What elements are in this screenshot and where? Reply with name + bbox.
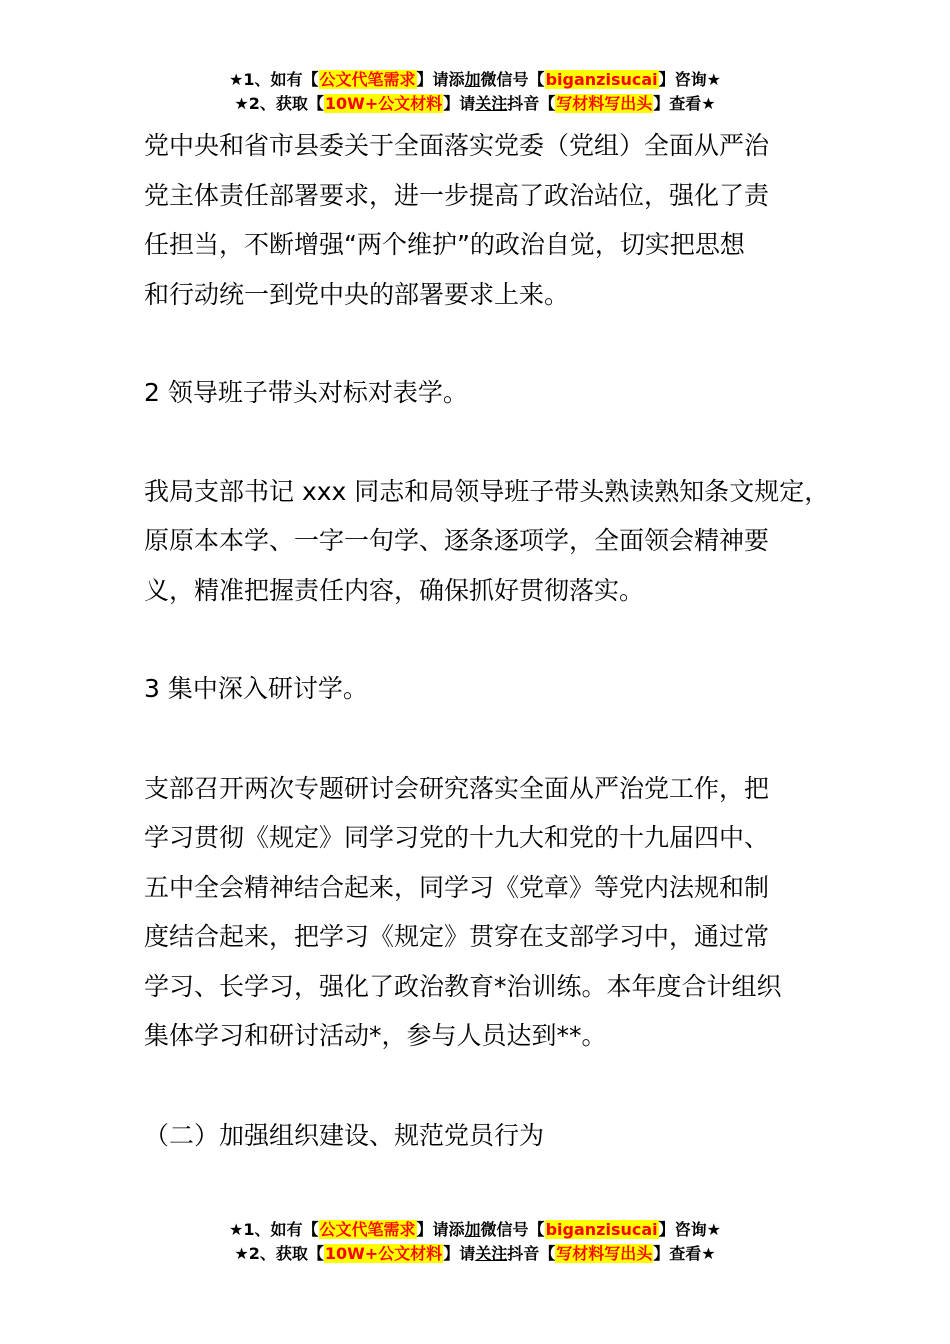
footer-banner xyxy=(0,1218,950,1266)
header-banner xyxy=(0,68,950,116)
banner-line-1: ★1、如有【公文代笔需求】请添加微信号【biganzisucai】咨询★ xyxy=(229,1220,721,1239)
subheading-2: 2 领导班子带头对标对表学。 xyxy=(144,378,468,407)
banner-line-2: ★2、获取【10W+公文材料】请关注抖音【写材料写出头】查看★ xyxy=(234,1244,716,1263)
banner-line-1: ★1、如有【公文代笔需求】请添加微信号【biganzisucai】咨询★ xyxy=(229,70,721,89)
paragraph-3: 支部召开两次专题研讨会研究落实全面从严治党工作，把 学习贯彻《规定》同学习党的十九大和党的十九届四中、 五中全会精神结合起来，同学习《党章》等党内法规和制 度结合起来，把学习《规定》贯穿在支部学习中，通过常 学习、长学习，强化了政治教育*治训练。本年度合计组织 集体学习和研讨活动*，参与人员达到**。 xyxy=(144,773,782,1050)
banner-line-2: ★2、获取【10W+公文材料】请关注抖音【写材料写出头】查看★ xyxy=(234,94,716,113)
highlight-wechat-id: biganzisucai xyxy=(545,70,658,89)
highlight-douyin-account: 写材料写出头 xyxy=(556,1244,653,1263)
document-body xyxy=(144,121,844,1160)
highlight-wechat-id: biganzisucai xyxy=(545,1220,658,1239)
highlight-materials: 10W+公文材料 xyxy=(324,94,443,113)
highlight-writing-service: 公文代笔需求 xyxy=(319,1220,416,1239)
highlight-writing-service: 公文代笔需求 xyxy=(319,70,416,89)
highlight-materials: 10W+公文材料 xyxy=(324,1244,443,1263)
paragraph-1: 党中央和省市县委关于全面落实党委（党组）全面从严治 党主体责任部署要求，进一步提高了政治站位，强化了责 任担当，不断增强“两个维护”的政治自觉，切实把思想 和行动统一到党中央的部署要求上来。 xyxy=(144,131,770,309)
paragraph-2: 我局支部书记 xxx 同志和局领导班子带头熟读熟知条文规定， 原原本本学、一字一句学、逐条逐项学，全面领会精神要 义，精准把握责任内容，确保抓好贯彻落实。 xyxy=(144,476,830,605)
subheading-3: 3 集中深入研讨学。 xyxy=(144,674,368,703)
section-heading: （二）加强组织建设、规范党员行为 xyxy=(144,1120,545,1150)
highlight-douyin-account: 写材料写出头 xyxy=(556,94,653,113)
